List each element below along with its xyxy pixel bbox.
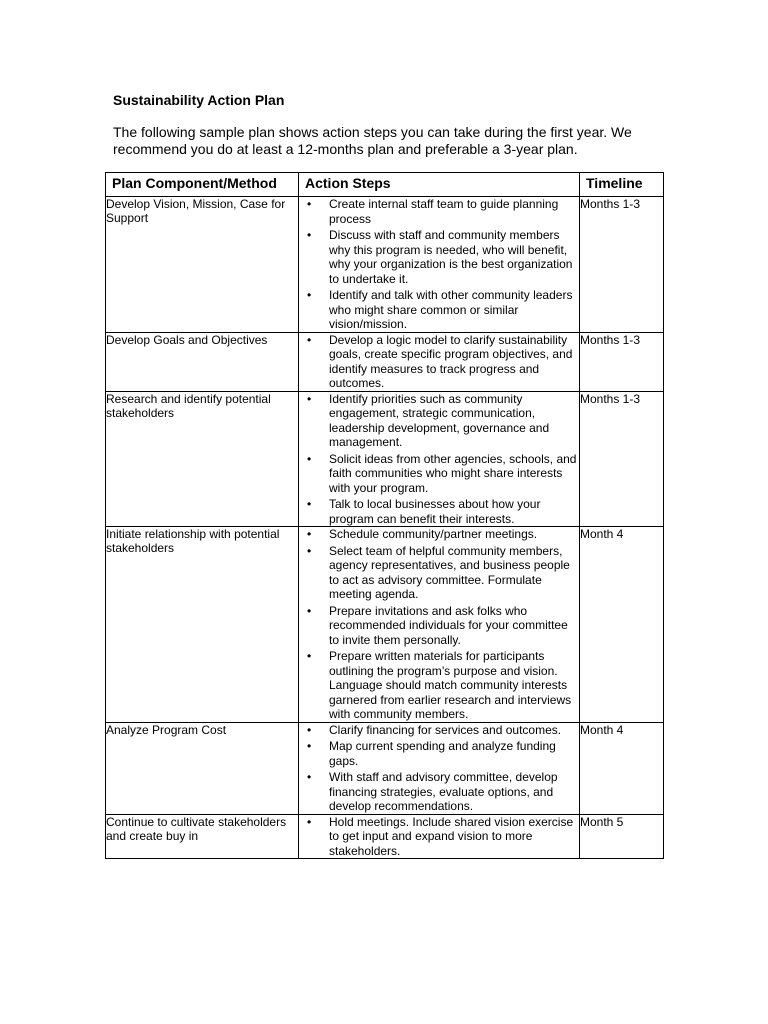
table-row bbox=[106, 527, 664, 723]
action-step-text: Schedule community/partner meetings. bbox=[329, 527, 538, 541]
action-steps-list bbox=[299, 333, 579, 391]
action-steps-list bbox=[299, 723, 579, 814]
action-step-text: Identify priorities such as community engagement, strategic communication, leadership development, governance and management. bbox=[329, 391, 550, 449]
document-title: Sustainability Action Plan bbox=[113, 92, 285, 108]
table-row bbox=[106, 814, 664, 859]
action-steps-list bbox=[299, 392, 579, 527]
list-item bbox=[299, 228, 579, 286]
bullet-icon: • bbox=[307, 649, 312, 663]
bullet-icon: • bbox=[307, 770, 312, 784]
action-step-text: Prepare written materials for participants outlining the program’s purpose and vision. Language should match community interests garnered from earlier research and interviews with community members. bbox=[329, 649, 572, 721]
timeline-cell: Month 4 bbox=[580, 722, 664, 814]
bullet-icon: • bbox=[307, 603, 312, 618]
action-step-text: Solicit ideas from other agencies, schools, and faith communities who might share interests with your program. bbox=[329, 451, 577, 495]
bullet-icon: • bbox=[307, 814, 312, 829]
bullet-icon: • bbox=[307, 497, 312, 511]
action-steps-cell bbox=[299, 391, 580, 527]
list-item bbox=[299, 544, 579, 602]
action-steps-cell bbox=[299, 722, 580, 814]
timeline-cell: Months 1-3 bbox=[580, 332, 664, 391]
list-item bbox=[299, 288, 579, 332]
intro-paragraph: The following sample plan shows action steps you can take during the first year. We recommend you do at least a 12-months plan and preferable a 3-year plan. bbox=[113, 124, 632, 157]
bullet-icon: • bbox=[307, 228, 312, 242]
action-step-text: Talk to local businesses about how your program can benefit their interests. bbox=[329, 497, 541, 526]
list-item bbox=[299, 739, 579, 768]
action-steps-list bbox=[299, 197, 579, 332]
action-steps-cell bbox=[299, 332, 580, 391]
header-plan-component: Plan Component/Method bbox=[106, 173, 299, 197]
action-step-text: Develop a logic model to clarify sustainability goals, create specific program objectives, and identify measures to track progress and outcomes. bbox=[329, 332, 573, 390]
action-step-text: Identify and talk with other community leaders who might share common or similar vision/mission. bbox=[329, 288, 573, 331]
bullet-icon: • bbox=[307, 391, 312, 406]
list-item bbox=[299, 497, 579, 526]
action-steps-list bbox=[299, 527, 579, 722]
bullet-icon: • bbox=[307, 527, 312, 541]
action-step-text: Discuss with staff and community members why this program is needed, who will benefit, why your organization is the best organization to undertake it. bbox=[329, 228, 573, 286]
list-item bbox=[299, 333, 579, 391]
table-header-row bbox=[106, 173, 664, 197]
timeline-cell: Month 5 bbox=[580, 814, 664, 859]
bullet-icon: • bbox=[307, 543, 312, 558]
action-steps-cell bbox=[299, 814, 580, 859]
plan-component-cell: Continue to cultivate stakeholders and create buy in bbox=[106, 814, 299, 859]
timeline-cell: Month 4 bbox=[580, 527, 664, 723]
action-step-text: Prepare invitations and ask folks who recommended individuals for your committee to invite them personally. bbox=[329, 603, 568, 647]
header-timeline: Timeline bbox=[580, 173, 664, 197]
action-step-text: Clarify financing for services and outcomes. bbox=[329, 722, 562, 737]
action-steps-cell bbox=[299, 527, 580, 723]
timeline-cell: Months 1-3 bbox=[580, 197, 664, 333]
timeline-cell: Months 1-3 bbox=[580, 391, 664, 527]
bullet-icon: • bbox=[307, 722, 312, 737]
action-steps-list bbox=[299, 815, 579, 859]
list-item bbox=[299, 649, 579, 722]
bullet-icon: • bbox=[307, 451, 312, 466]
header-action-steps: Action Steps bbox=[299, 173, 580, 197]
list-item bbox=[299, 527, 579, 542]
action-step-text: Hold meetings. Include shared vision exercise to get input and expand vision to more stakeholders. bbox=[329, 814, 574, 858]
table-row bbox=[106, 722, 664, 814]
bullet-icon: • bbox=[307, 739, 312, 753]
plan-component-cell: Develop Goals and Objectives bbox=[106, 332, 299, 391]
bullet-icon: • bbox=[307, 197, 312, 211]
plan-component-cell: Research and identify potential stakeholders bbox=[106, 391, 299, 527]
list-item bbox=[299, 604, 579, 648]
bullet-icon: • bbox=[307, 332, 312, 347]
list-item bbox=[299, 770, 579, 814]
action-step-text: Create internal staff team to guide planning process bbox=[329, 197, 559, 226]
table-row bbox=[106, 197, 664, 333]
plan-component-cell: Analyze Program Cost bbox=[106, 722, 299, 814]
bullet-icon: • bbox=[307, 288, 312, 302]
action-plan-table bbox=[105, 172, 664, 859]
action-steps-cell bbox=[299, 197, 580, 333]
table-row bbox=[106, 332, 664, 391]
list-item bbox=[299, 452, 579, 496]
list-item bbox=[299, 392, 579, 450]
plan-component-cell: Develop Vision, Mission, Case for Support bbox=[106, 197, 299, 333]
list-item bbox=[299, 723, 579, 738]
action-step-text: With staff and advisory committee, develop financing strategies, evaluate options, and develop recommendations. bbox=[329, 770, 558, 813]
action-step-text: Select team of helpful community members, agency representatives, and business people to act as advisory committee. Formulate meeting agenda. bbox=[329, 543, 570, 601]
list-item bbox=[299, 815, 579, 859]
table-row bbox=[106, 391, 664, 527]
list-item bbox=[299, 197, 579, 226]
plan-component-cell: Initiate relationship with potential stakeholders bbox=[106, 527, 299, 723]
action-step-text: Map current spending and analyze funding gaps. bbox=[329, 739, 556, 768]
